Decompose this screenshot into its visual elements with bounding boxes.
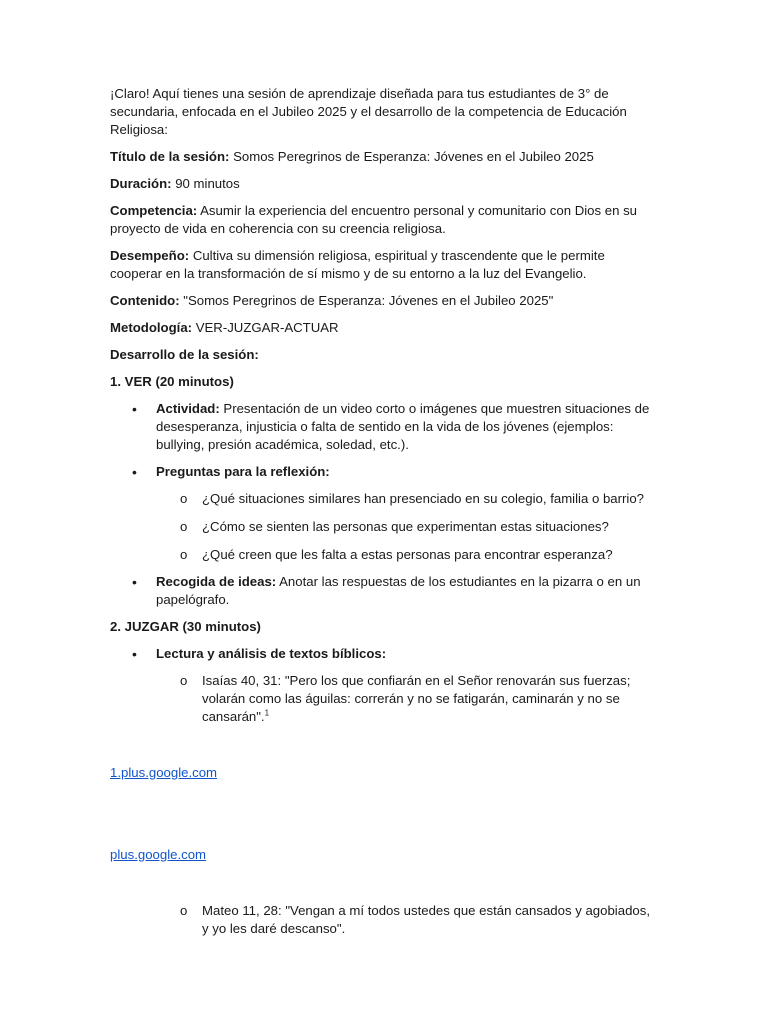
ver-heading bbox=[110, 373, 658, 391]
field-label: Metodología: bbox=[110, 320, 193, 335]
item-label: Actividad: bbox=[156, 401, 220, 416]
intro-paragraph: ¡Claro! Aquí tienes una sesión de aprendizaje diseñada para tus estudiantes de 3° de secundaria, enfocada en el Jubileo 2025 y el desarrollo de la competencia de Educación Religiosa: bbox=[110, 86, 627, 137]
field-label: Desempeño: bbox=[110, 248, 190, 263]
heading-text: 1. VER (20 minutos) bbox=[110, 374, 234, 389]
development-heading bbox=[110, 346, 658, 364]
question-text: ¿Qué situaciones similares han presenciado en su colegio, familia o barrio? bbox=[202, 491, 645, 506]
heading-text: Desarrollo de la sesión: bbox=[110, 347, 259, 362]
juzgar-heading bbox=[110, 618, 658, 636]
footnote-marker: 1 bbox=[264, 708, 270, 718]
verse-list-continued bbox=[110, 902, 658, 948]
list-item-activity bbox=[110, 400, 658, 454]
question-item bbox=[110, 546, 658, 564]
verse-item bbox=[110, 672, 658, 726]
field-value: "Somos Peregrinos de Esperanza: Jóvenes en el Jubileo 2025" bbox=[179, 293, 554, 308]
question-item bbox=[110, 490, 658, 508]
session-title-line bbox=[110, 148, 658, 166]
heading-text: 2. JUZGAR (30 minutos) bbox=[110, 619, 261, 634]
item-text: Anotar las respuestas de los estudiantes en la pizarra o en un papelógrafo. bbox=[156, 574, 641, 607]
footnote-link-1[interactable]: 1.plus.google.com bbox=[110, 765, 218, 780]
field-value: 90 minutos bbox=[171, 176, 240, 191]
item-label: Lectura y análisis de textos bíblicos: bbox=[156, 646, 387, 661]
competence-line bbox=[110, 202, 658, 238]
list-item-reading bbox=[110, 645, 658, 726]
circle-bullet-icon: o bbox=[180, 491, 188, 506]
item-text: Presentación de un video corto o imágenes que muestren situaciones de desesperanza, injusticia o falta de sentido en la vida de los jóvenes (ejemplos: bullying, presión académica, soledad, etc.). bbox=[156, 401, 650, 452]
circle-bullet-icon: o bbox=[180, 547, 188, 562]
circle-bullet-icon: o bbox=[180, 519, 188, 534]
item-label: Preguntas para la reflexión: bbox=[156, 464, 330, 479]
field-label: Duración: bbox=[110, 176, 172, 191]
verse-text: Mateo 11, 28: "Vengan a mí todos ustedes que están cansados y agobiados, y yo les daré descanso". bbox=[202, 903, 650, 936]
field-value: Somos Peregrinos de Esperanza: Jóvenes en el Jubileo 2025 bbox=[229, 149, 594, 164]
questions-list bbox=[110, 490, 658, 564]
field-label: Competencia: bbox=[110, 203, 198, 218]
verse-item bbox=[110, 902, 658, 938]
juzgar-list bbox=[110, 645, 658, 726]
circle-bullet-icon: o bbox=[180, 903, 188, 918]
performance-line bbox=[110, 247, 658, 283]
circle-bullet-icon: o bbox=[180, 673, 188, 688]
verse-text: Isaías 40, 31: "Pero los que confiarán en el Señor renovarán sus fuerzas; volarán como las águilas: correrán y no se fatigarán, caminarán y no se cansarán". bbox=[202, 673, 631, 724]
question-item bbox=[110, 518, 658, 536]
list-item-ideas bbox=[110, 573, 658, 609]
verses-list-2 bbox=[110, 902, 658, 938]
field-label: Título de la sesión: bbox=[110, 149, 230, 164]
question-text: ¿Cómo se sienten las personas que experimentan estas situaciones? bbox=[202, 519, 609, 534]
methodology-line bbox=[110, 319, 658, 337]
duration-line bbox=[110, 175, 658, 193]
ver-list bbox=[110, 400, 658, 609]
footnote-link-2[interactable]: plus.google.com bbox=[110, 847, 207, 862]
list-item-questions bbox=[110, 463, 658, 564]
field-value: Asumir la experiencia del encuentro personal y comunitario con Dios en su proyecto de vida en coherencia con su creencia religiosa. bbox=[110, 203, 638, 236]
content-line bbox=[110, 292, 658, 310]
field-label: Contenido: bbox=[110, 293, 180, 308]
question-text: ¿Qué creen que les falta a estas personas para encontrar esperanza? bbox=[202, 547, 613, 562]
verses-list bbox=[110, 672, 658, 726]
document-body bbox=[110, 85, 658, 736]
item-label: Recogida de ideas: bbox=[156, 574, 277, 589]
field-value: VER-JUZGAR-ACTUAR bbox=[192, 320, 339, 335]
field-value: Cultiva su dimensión religiosa, espiritual y trascendente que le permite cooperar en la transformación de sí mismo y de su entorno a la luz del Evangelio. bbox=[110, 248, 605, 281]
